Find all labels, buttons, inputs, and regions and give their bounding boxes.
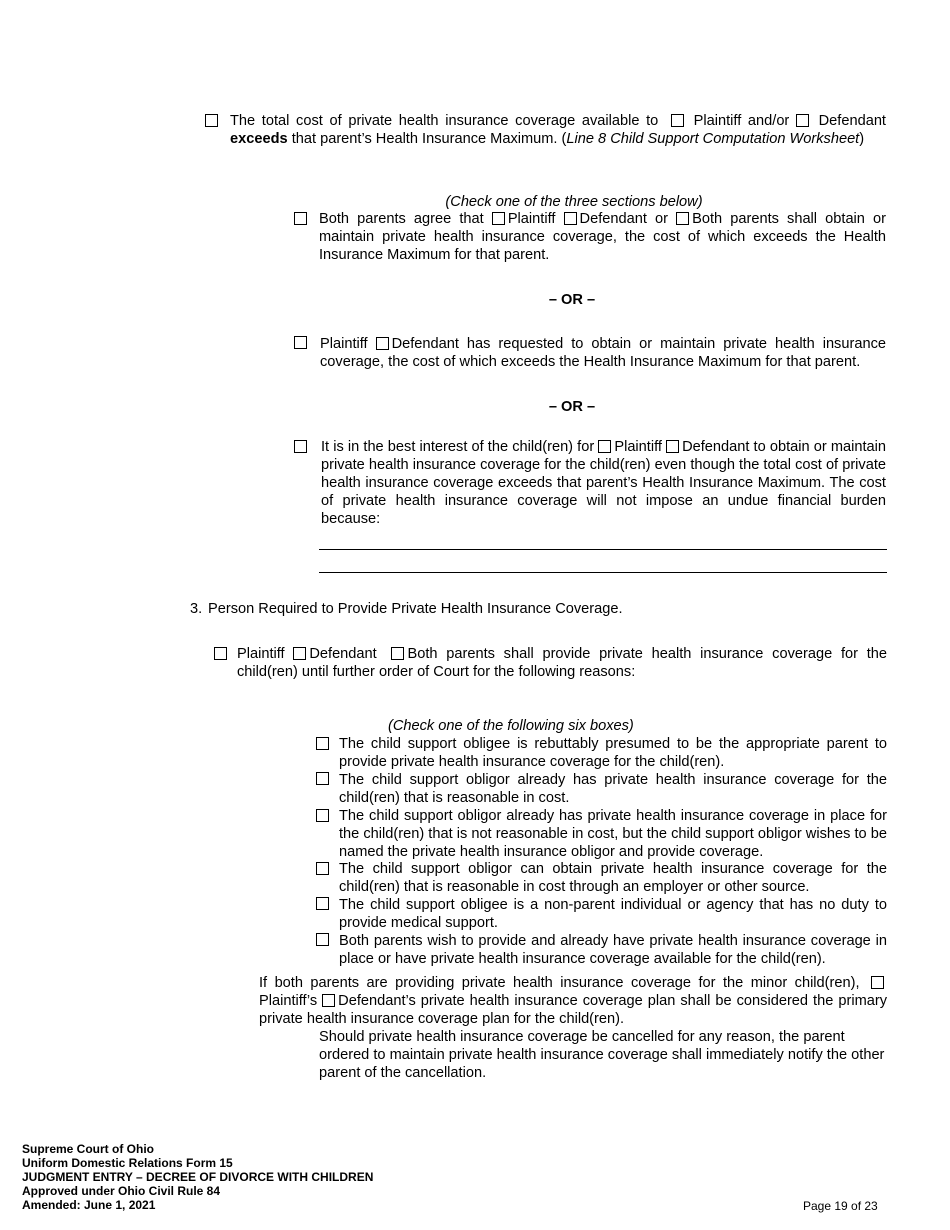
provider-defendant-checkbox[interactable] — [293, 647, 306, 660]
primary-plan-paragraph: If both parents are providing private health insurance coverage for the minor child(ren), Plaintiff’s Defendant’s private health insurance coverage plan shall be considered the primary private health insurance coverage plan for the child(ren). — [259, 975, 888, 1027]
agree-checkbox[interactable] — [294, 212, 307, 225]
interest-plaintiff-checkbox[interactable] — [598, 440, 611, 453]
reason-line-1[interactable] — [319, 549, 887, 550]
requested-paragraph: Plaintiff Defendant has requested to obtain or maintain private health insurance coverage, the cost of which exceeds the Health Insurance Maximum for that parent. — [320, 336, 886, 370]
footer-court: Supreme Court of Ohio — [22, 1142, 154, 1156]
reason-checkbox[interactable] — [316, 897, 329, 910]
requested-checkbox[interactable] — [294, 336, 307, 349]
or-separator-2: – OR – — [548, 399, 596, 415]
exceeds-defendant-checkbox[interactable] — [796, 114, 809, 127]
cancellation-note: Should private health insurance coverage be cancelled for any reason, the parent ordered to maintain private health insurance coverage shall immediately notify the other parent of the cancellation. — [319, 1029, 885, 1081]
reason-checkbox[interactable] — [316, 933, 329, 946]
page-number: Page 19 of 23 — [803, 1199, 878, 1213]
agree-both-checkbox[interactable] — [676, 212, 689, 225]
section-3-title: Person Required to Provide Private Health Insurance Coverage. — [208, 601, 623, 617]
check-six-instruction: (Check one of the following six boxes) — [388, 718, 634, 734]
section-3-number: 3. — [190, 601, 203, 617]
interest-defendant-checkbox[interactable] — [666, 440, 679, 453]
exceeds-plaintiff-checkbox[interactable] — [671, 114, 684, 127]
exceeds-paragraph: The total cost of private health insurance coverage available to Plaintiff and/or Defendant exceeds that parent’s Health Insurance Maximum. (Line 8 Child Support Computation Worksheet) — [230, 113, 886, 147]
reason-checkbox[interactable] — [316, 862, 329, 875]
exceeds-checkbox[interactable] — [205, 114, 218, 127]
agree-defendant-checkbox[interactable] — [564, 212, 577, 225]
reason-checkbox[interactable] — [316, 737, 329, 750]
reason-item: Both parents wish to provide and already have private health insurance coverage in place or have private health insurance coverage available for the child(ren). — [339, 933, 887, 967]
best-interest-checkbox[interactable] — [294, 440, 307, 453]
reason-line-2[interactable] — [319, 572, 887, 573]
requested-defendant-checkbox[interactable] — [376, 337, 389, 350]
reason-item: The child support obligor already has private health insurance coverage for the child(ren) that is reasonable in cost. — [339, 772, 887, 806]
provider-both-checkbox[interactable] — [391, 647, 404, 660]
reason-item: The child support obligor already has private health insurance coverage in place for the child(ren) that is not reasonable in cost, but the child support obligor wishes to be named the private health insurance obligor and provide coverage. — [339, 808, 887, 860]
footer-approved: Approved under Ohio Civil Rule 84 — [22, 1184, 221, 1198]
agree-paragraph: Both parents agree that Plaintiff Defendant or Both parents shall obtain or maintain private health insurance coverage, the cost of which exceeds the Health Insurance Maximum for that parent. — [319, 211, 887, 263]
reason-item: The child support obligee is a non-parent individual or agency that has no duty to provide medical support. — [339, 897, 887, 931]
footer-title: JUDGMENT ENTRY – DECREE OF DIVORCE WITH CHILDREN — [22, 1170, 374, 1184]
primary-defendant-checkbox[interactable] — [322, 994, 335, 1007]
footer-form: Uniform Domestic Relations Form 15 — [22, 1156, 233, 1170]
reason-item: The child support obligee is rebuttably presumed to be the appropriate parent to provide private health insurance coverage for the child(ren). — [339, 736, 887, 770]
footer-amended: Amended: June 1, 2021 — [22, 1198, 156, 1212]
or-separator-1: – OR – — [548, 292, 596, 308]
best-interest-paragraph: It is in the best interest of the child(ren) for Plaintiff Defendant to obtain or maintain private health insurance coverage for the child(ren) even though the total cost of private health insurance coverage exceeds that parent’s Health Insurance Maximum. The cost of private health insurance coverage will not impose an undue financial burden because: — [321, 439, 887, 527]
reason-checkbox[interactable] — [316, 809, 329, 822]
provider-paragraph: Plaintiff Defendant Both parents shall provide private health insurance coverage for the child(ren) until further order of Court for the following reasons: — [237, 646, 888, 680]
agree-plaintiff-checkbox[interactable] — [492, 212, 505, 225]
check-three-instruction: (Check one of the three sections below) — [445, 194, 703, 210]
primary-plaintiff-checkbox[interactable] — [871, 976, 884, 989]
reason-checkbox[interactable] — [316, 772, 329, 785]
provider-plaintiff-checkbox[interactable] — [214, 647, 227, 660]
reason-item: The child support obligor can obtain private health insurance coverage for the child(ren) that is reasonable in cost through an employer or other source. — [339, 861, 887, 895]
